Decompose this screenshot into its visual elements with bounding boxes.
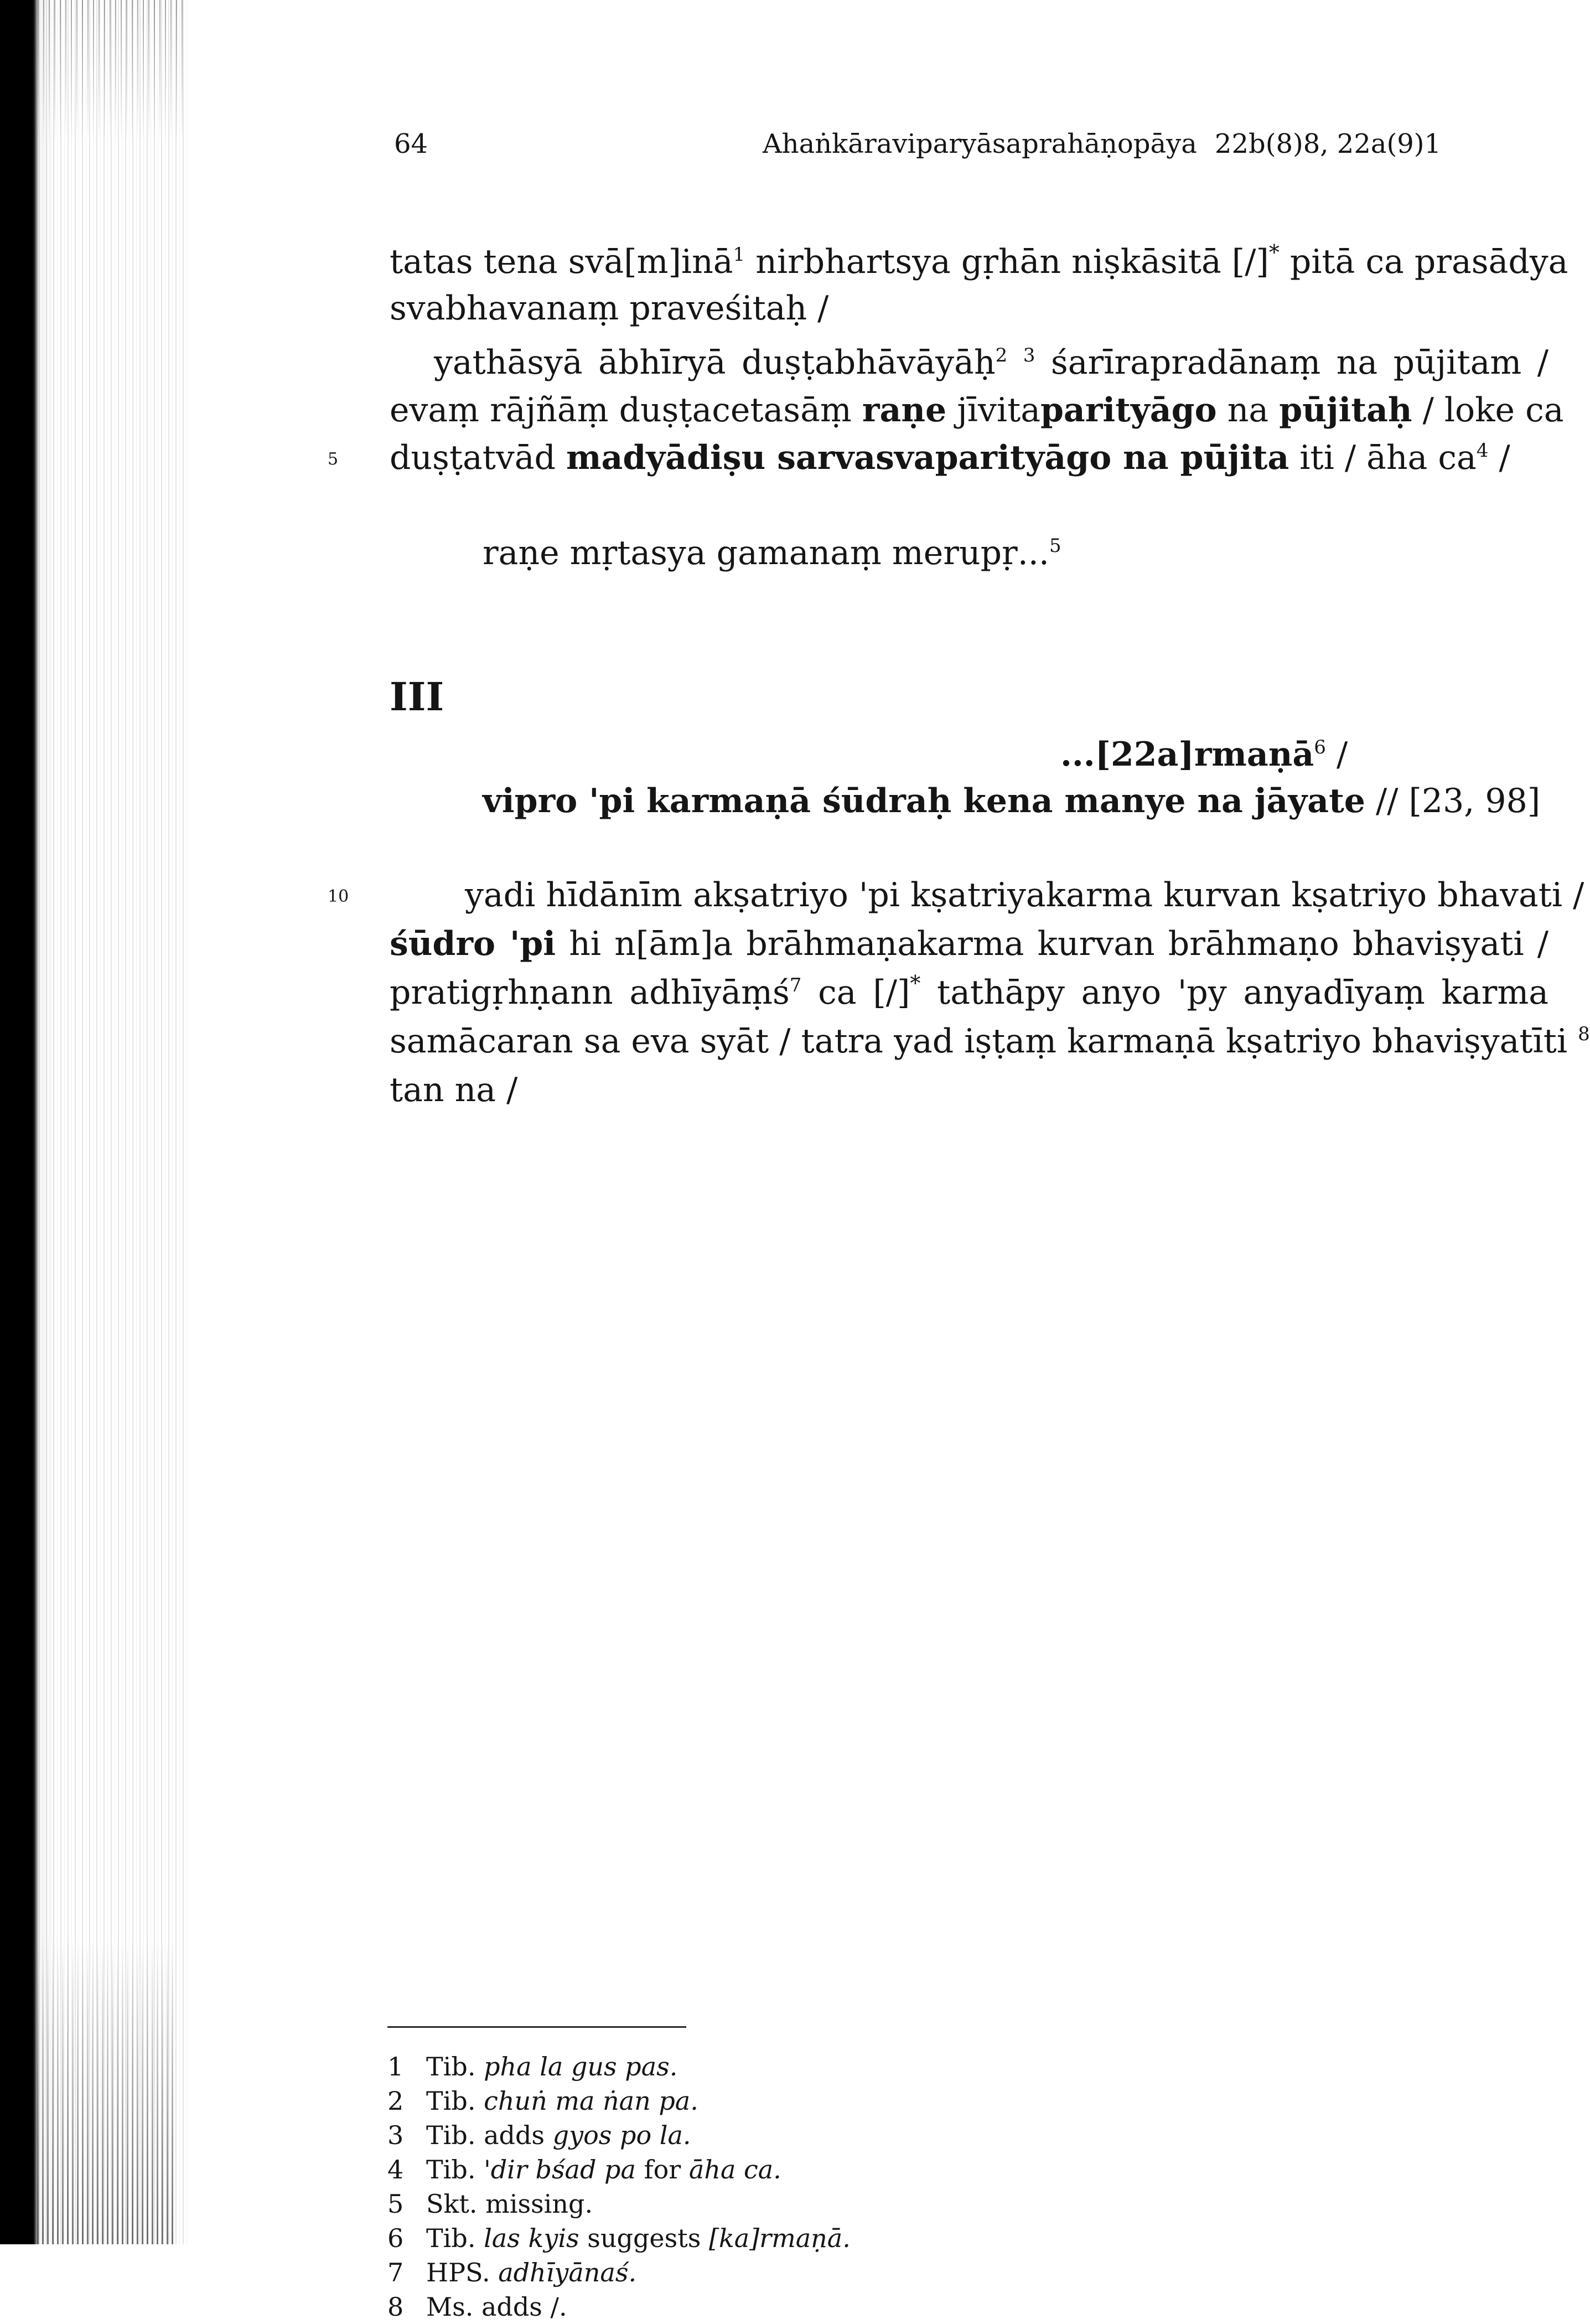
- footnote-number: 3: [387, 2120, 404, 2150]
- footnote-ref: 6: [1314, 736, 1326, 758]
- footnote: 8 Ms. adds /.: [387, 2290, 567, 2324]
- line-number: 5: [328, 450, 339, 469]
- footnote-number: 6: [387, 2223, 404, 2253]
- quotation-line: raṇe mṛtasya gamanaṃ merupṛ...$^5$: [483, 534, 1061, 572]
- footnote-number: 5: [387, 2189, 404, 2219]
- footnote: 2 Tib. chuṅ ma ṅan pa.: [387, 2084, 698, 2118]
- folio-reference: 22b(8)8, 22a(9)1: [1214, 128, 1441, 159]
- verse-line: ...[22a]rmaṇā$^6$ /: [1060, 735, 1348, 774]
- footnote: 4 Tib. 'dir bśad pa for āha ca.: [387, 2152, 781, 2187]
- footnote-ref: 7: [789, 974, 802, 996]
- footnote: 1 Tib. pha la gus pas.: [387, 2049, 677, 2084]
- text-line: samācaran sa eva syāt / tatra yad iṣṭaṃ karmaṇā kṣatriyo bhaviṣyatīti $^8$: [390, 1022, 1590, 1061]
- footnote-ref: 1: [733, 244, 745, 266]
- bold-lemma: raṇe: [862, 391, 947, 430]
- page-edge-shadow-top: [32, 0, 187, 144]
- text-line: śūdro 'pi hi n[ām]a brāhmaṇakarma kurvan brāhmaṇo bhaviṣyati /: [390, 925, 1548, 963]
- footnote: 6 Tib. las kyis suggests [ka]rmaṇā.: [387, 2221, 851, 2255]
- text-line: svabhavanaṃ praveśitaḥ /: [390, 289, 829, 328]
- text-line: duṣṭatvād madyādiṣu sarvasvaparityāgo na pūjita iti / āha $ca^4$ /: [390, 438, 1510, 477]
- footnote-ref: 4: [1476, 440, 1489, 462]
- text-line: yathāsyā ābhīryā duṣṭabhāvāyāḥ$^2$ $^3$ śarīrapradānaṃ na pūjitam /: [434, 343, 1548, 382]
- footnote: 3 Tib. adds gyos po la.: [387, 2118, 691, 2152]
- editorial-star: *: [910, 971, 921, 995]
- bold-lemma: parityāgo: [1040, 391, 1217, 430]
- page-edge-lines: [39, 0, 188, 2244]
- running-title: Ahaṅkāraviparyāsaprahāṇopāya: [763, 128, 1197, 159]
- footnote-ref: 3: [1023, 344, 1035, 366]
- verse-line: vipro 'pi karmaṇā śūdraḥ kena manye na jāyate // [23, 98]: [483, 782, 1541, 820]
- page-number: 64: [394, 128, 428, 159]
- editorial-star: *: [1268, 240, 1280, 265]
- footnote-number: 7: [387, 2258, 404, 2287]
- footnote: 5 Skt. missing.: [387, 2187, 593, 2221]
- text-line: yadi hīdānīm akṣatriyo 'pi kṣatriyakarma kurvan kṣatriyo bhavati /: [465, 876, 1584, 915]
- section-heading: III: [390, 674, 444, 720]
- footnote-number: 8: [387, 2292, 404, 2322]
- text-line: tatas tena svā[m]inā$^1$ nirbhartsya gṛhān niṣkāsitā [/]* pitā ca prasādya: [390, 240, 1568, 281]
- bold-lemma: śūdro 'pi: [390, 925, 556, 963]
- page-edge-shadow-bottom: [32, 1938, 176, 2244]
- footnote-ref: 2: [995, 344, 1008, 366]
- footnote-number: 4: [387, 2155, 404, 2184]
- text-line: tan na /: [390, 1071, 518, 1109]
- bold-lemma: pūjitaḥ: [1279, 391, 1412, 430]
- footnote-ref: 8: [1578, 1023, 1590, 1045]
- footnote-ref: 5: [1049, 535, 1061, 557]
- text-line: pratigṛhṇann adhīyāṃś$^7$ ca [/]* tathāpy anyo 'py anyadīyaṃ karma: [390, 971, 1548, 1012]
- footnote-number: 1: [387, 2052, 404, 2082]
- footnote: 7 HPS. adhīyānaś.: [387, 2255, 636, 2290]
- bold-lemma: madyādiṣu sarvasvaparityāgo na pūjita: [566, 438, 1289, 477]
- footnote-separator: [387, 2026, 686, 2028]
- line-number: 10: [328, 887, 349, 906]
- text-line: evaṃ rājñāṃ duṣṭacetasāṃ raṇe jīvitaparityāgo na pūjitaḥ / loke ca: [390, 391, 1564, 430]
- footnote-number: 2: [387, 2086, 404, 2116]
